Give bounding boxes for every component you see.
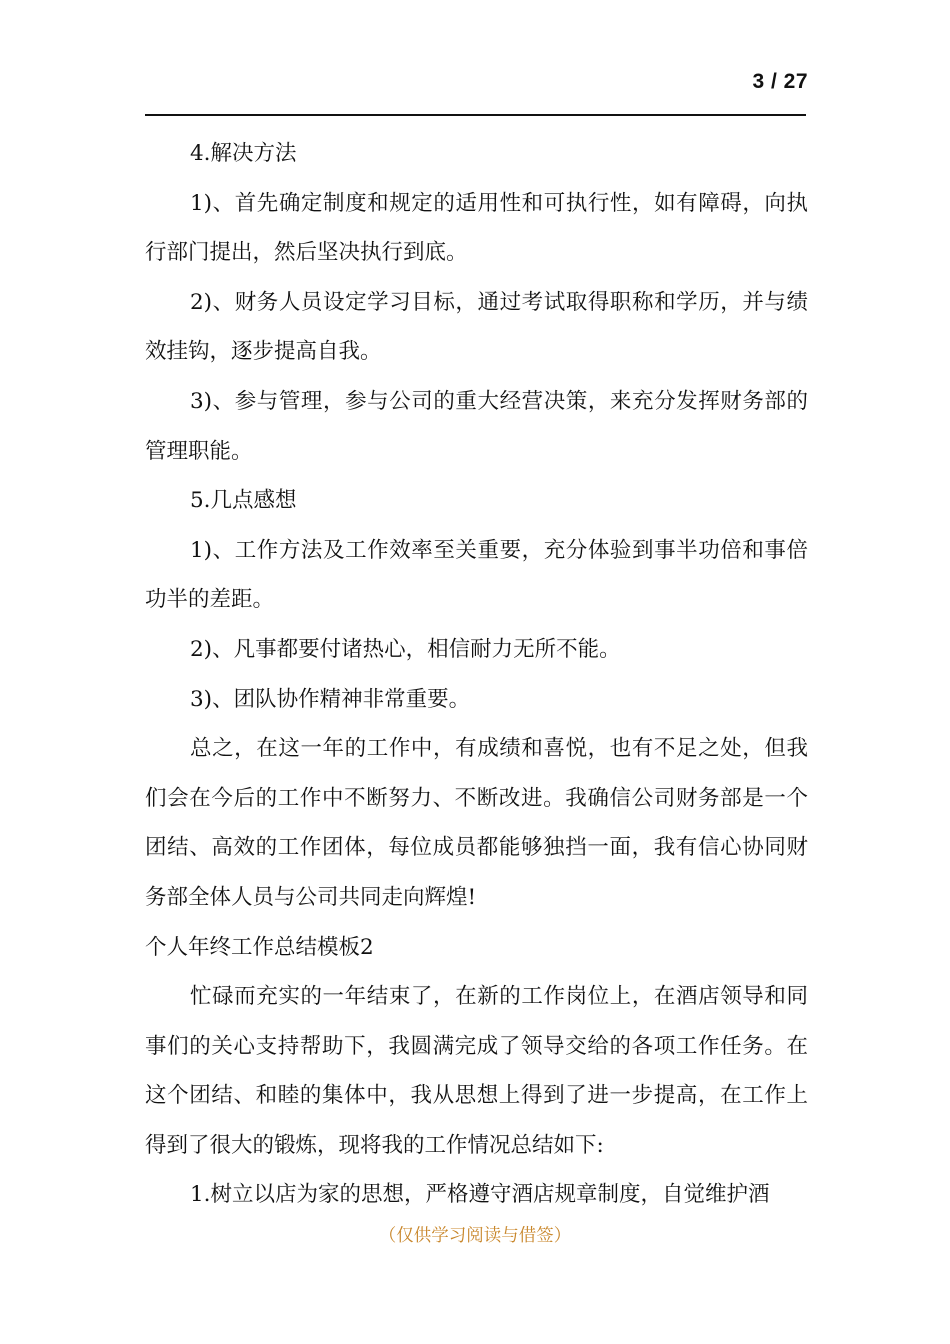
template-title: 个人年终工作总结模板2 (145, 934, 374, 960)
paragraph: 忙碌而充实的一年结束了，在新的工作岗位上，在酒店领导和同事们的关心支持帮助下，我圆满完成了领导交给的各项工作任务。在这个团结、和睦的集体中，我从思想上得到了进一步提高，在工作上得到了很大的锻炼，现将我的工作情况总结如下: (145, 984, 808, 1158)
paragraph: 3)、参与管理，参与公司的重大经营决策，来充分发挥财务部的管理职能。 (145, 388, 808, 464)
section-heading-thoughts: 5.几点感想 (190, 488, 297, 514)
paragraph: 1)、首先确定制度和规定的适用性和可执行性，如有障碍，向执行部门提出，然后坚决执行到底。 (145, 190, 808, 266)
document-body (145, 129, 808, 1220)
footer-disclaimer: （仅供学习阅读与借签） (378, 1226, 572, 1246)
paragraph: 1.树立以店为家的思想，严格遵守酒店规章制度，自觉维护酒 (190, 1182, 770, 1208)
page-number: 3 / 27 (752, 70, 808, 93)
paragraph: 总之，在这一年的工作中，有成绩和喜悦，也有不足之处，但我们会在今后的工作中不断努力、不断改进。我确信公司财务部是一个团结、高效的工作团体，每位成员都能够独挡一面，我有信心协同财务部全体人员与公司共同走向辉煌! (145, 736, 808, 910)
paragraph: 3)、团队协作精神非常重要。 (190, 686, 471, 712)
paragraph: 2)、财务人员设定学习目标，通过考试取得职称和学历，并与绩效挂钩，逐步提高自我。 (145, 289, 808, 365)
section-heading-solutions: 4.解决方法 (190, 141, 297, 166)
paragraph: 2)、凡事都要付诸热心，相信耐力无所不能。 (190, 636, 621, 662)
header-divider (145, 114, 806, 116)
paragraph: 1)、工作方法及工作效率至关重要，充分体验到事半功倍和事倍功半的差距。 (145, 537, 808, 613)
